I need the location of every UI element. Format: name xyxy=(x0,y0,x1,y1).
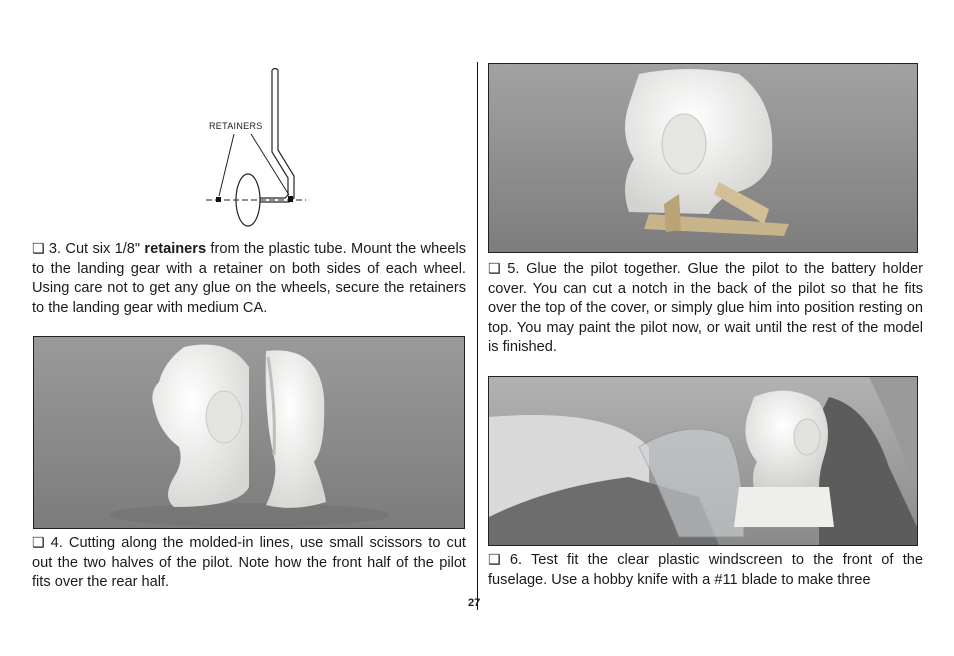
retainers-label: RETAINERS xyxy=(209,121,263,131)
windscreen-photo xyxy=(488,376,918,546)
column-divider xyxy=(477,62,478,610)
checkbox-icon: ❑ xyxy=(488,552,501,568)
checkbox-icon: ❑ xyxy=(488,261,501,277)
step-6-text: ❑ 6. Test fit the clear plastic windscreen to the front of the fuselage. Use a hobby knife with a #11 blade to make three xyxy=(488,552,923,588)
step-4-text: ❑ 4. Cutting along the molded-in lines, use small scissors to cut out the two halves of the pilot. Note how the front half of the pilot fits over the rear half. xyxy=(32,535,466,591)
page-number: 27 xyxy=(468,597,481,609)
pilot-halves-photo xyxy=(33,336,465,529)
checkbox-icon: ❑ xyxy=(32,241,45,257)
step-3-text: ❑ 3. Cut six 1/8" retainers from the plastic tube. Mount the wheels to the landing gear with a retainer on both sides of each wheel. Using care not to get any glue on the wheels, secure the retainers to the landing gear with medium CA. xyxy=(32,241,466,316)
landing-gear-diagram xyxy=(196,64,306,234)
checkbox-icon: ❑ xyxy=(32,535,45,551)
pilot-on-cover-photo xyxy=(488,63,918,253)
step-5-text: ❑ 5. Glue the pilot together. Glue the pilot to the battery holder cover. You can cut a notch in the back of the pilot so that he fits over the top of the cover, or simply glue him into position resting on top. You may paint the pilot now, or wait until the rest of the model is finished. xyxy=(488,261,923,356)
